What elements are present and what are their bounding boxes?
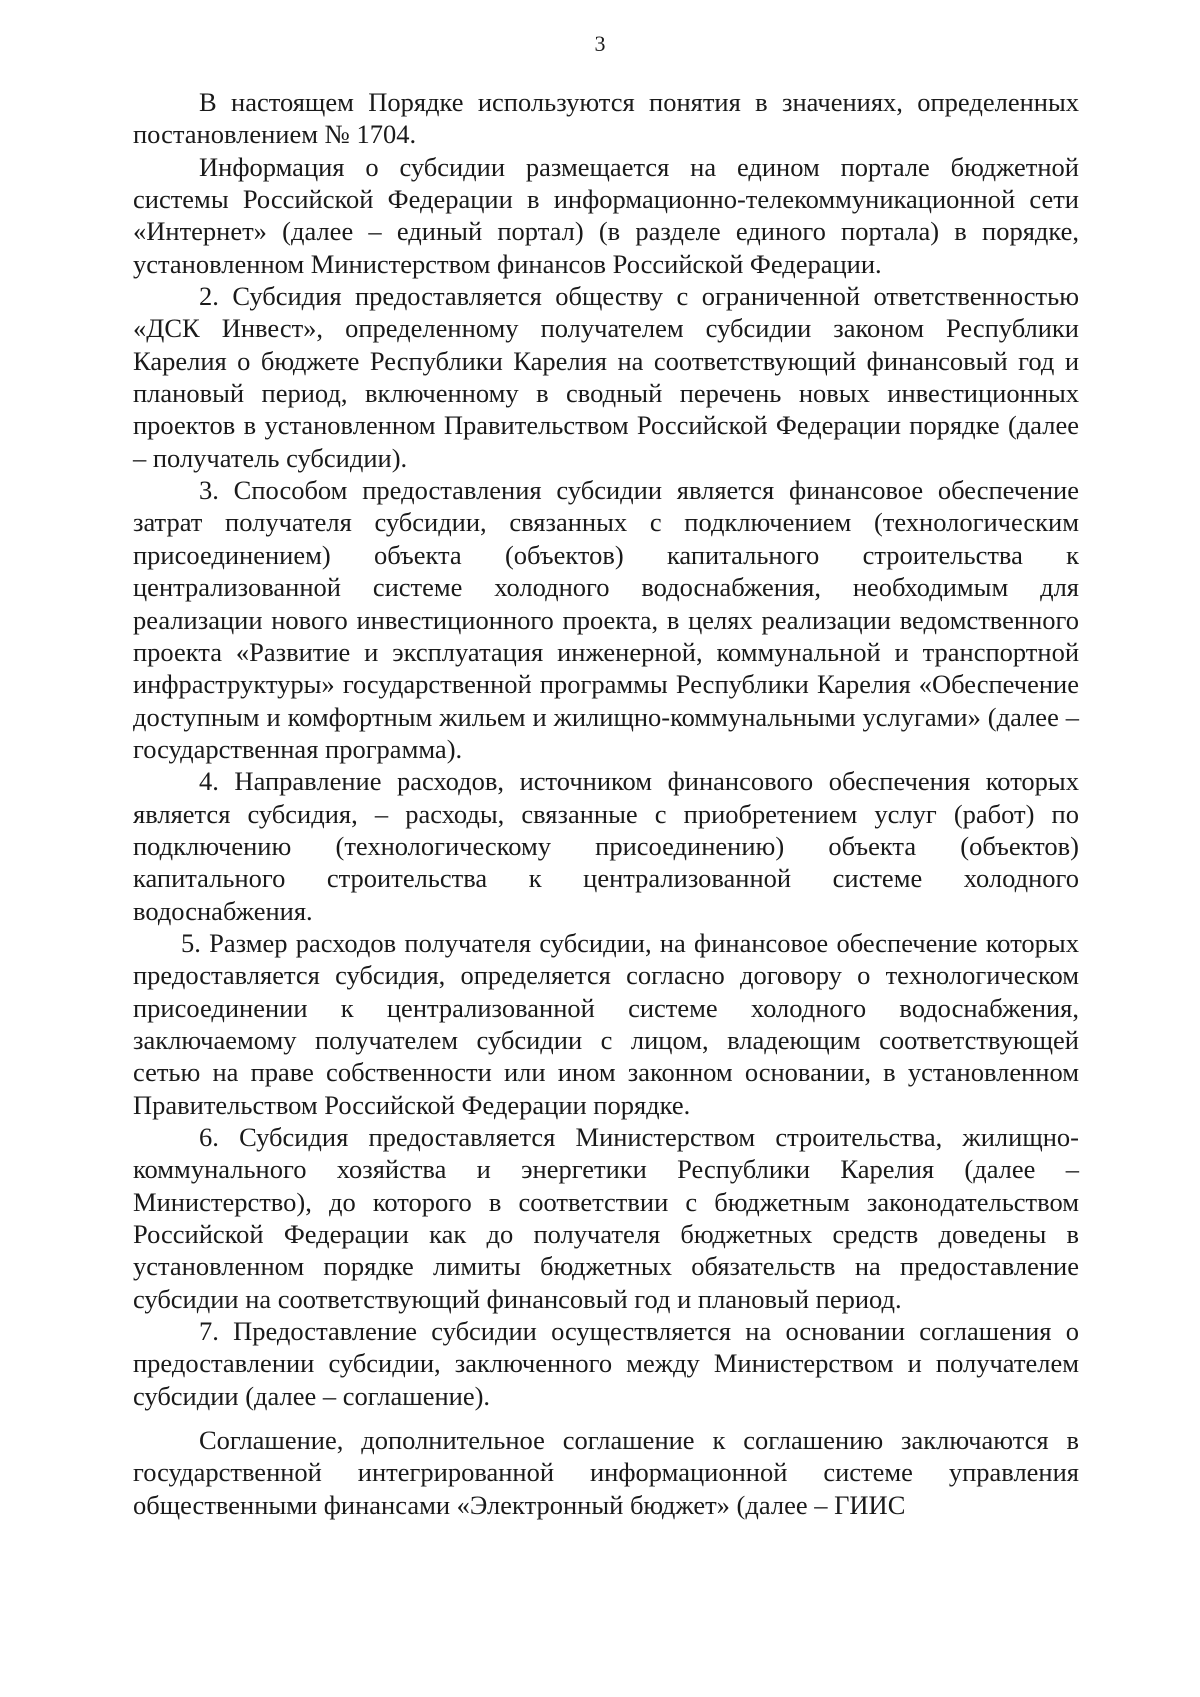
page-number: 3	[594, 31, 606, 56]
paragraph-item-6: 6. Субсидия предоставляется Министерством строительства, жилищно-коммунального хозяйства и энергетики Республики Карелия (далее – Министерство), до которого в соответствии с бюджетным законодательством Российской Федерации как до получателя бюджетных средств доведены в установленном порядке лимиты бюджетных обязательств на предоставление субсидии на соответствующий финансовый год и плановый период.	[133, 1122, 1079, 1314]
paragraph-item-3: 3. Способом предоставления субсидии является финансовое обеспечение затрат получателя субсидии, связанных с подключением (технологическим присоединением) объекта (объектов) капитального строительства к централизованной системе холодного водоснабжения, необходимым для реализации нового инвестиционного проекта, в целях реализации ведомственного проекта «Развитие и эксплуатация инженерной, коммунальной и транспортной инфраструктуры» государственной программы Республики Карелия «Обеспечение доступным и комфортным жильем и жилищно-коммунальными услугами» (далее – государственная программа).	[133, 475, 1079, 764]
paragraph-item-5: 5. Размер расходов получателя субсидии, на финансовое обеспечение которых предоставляется субсидия, определяется согласно договору о технологическом присоединении к централизованной системе холодного водоснабжения, заключаемому получателем субсидии с лицом, владеющим соответствующей сетью на праве собственности или ином законном основании, в установленном Правительством Российской Федерации порядке.	[133, 927, 1079, 1120]
paragraph-agreement: Соглашение, дополнительное соглашение к соглашению заключаются в государственной интегрированной информационной системе управления общественными финансами «Электронный бюджет» (далее – ГИИС	[133, 1425, 1079, 1520]
paragraph-definitions: В настоящем Порядке используются понятия в значениях, определенных постановлением № 1704.	[133, 87, 1079, 150]
paragraph-item-2: 2. Субсидия предоставляется обществу с ограниченной ответственностью «ДСК Инвест», определенному получателем субсидии законом Республики Карелия о бюджете Республики Карелия на соответствующий финансовый год и плановый период, включенному в сводный перечень новых инвестиционных проектов в установленном Правительством Российской Федерации порядке (далее – получатель субсидии).	[133, 281, 1079, 473]
document-body	[133, 86, 1079, 1521]
paragraph-item-7: 7. Предоставление субсидии осуществляется на основании соглашения о предоставлении субсидии, заключенного между Министерством и получателем субсидии (далее – соглашение).	[133, 1316, 1079, 1411]
paragraph-portal-info: Информация о субсидии размещается на едином портале бюджетной системы Российской Федерации в информационно-телекоммуникационной сети «Интернет» (далее – единый портал) (в разделе единого портала) в порядке, установленном Министерством финансов Российской Федерации.	[133, 151, 1079, 279]
paragraph-item-4: 4. Направление расходов, источником финансового обеспечения которых является субсидия, – расходы, связанные с приобретением услуг (работ) по подключению (технологическому присоединению) объекта (объектов) капитального строительства к централизованной системе холодного водоснабжения.	[133, 766, 1079, 926]
